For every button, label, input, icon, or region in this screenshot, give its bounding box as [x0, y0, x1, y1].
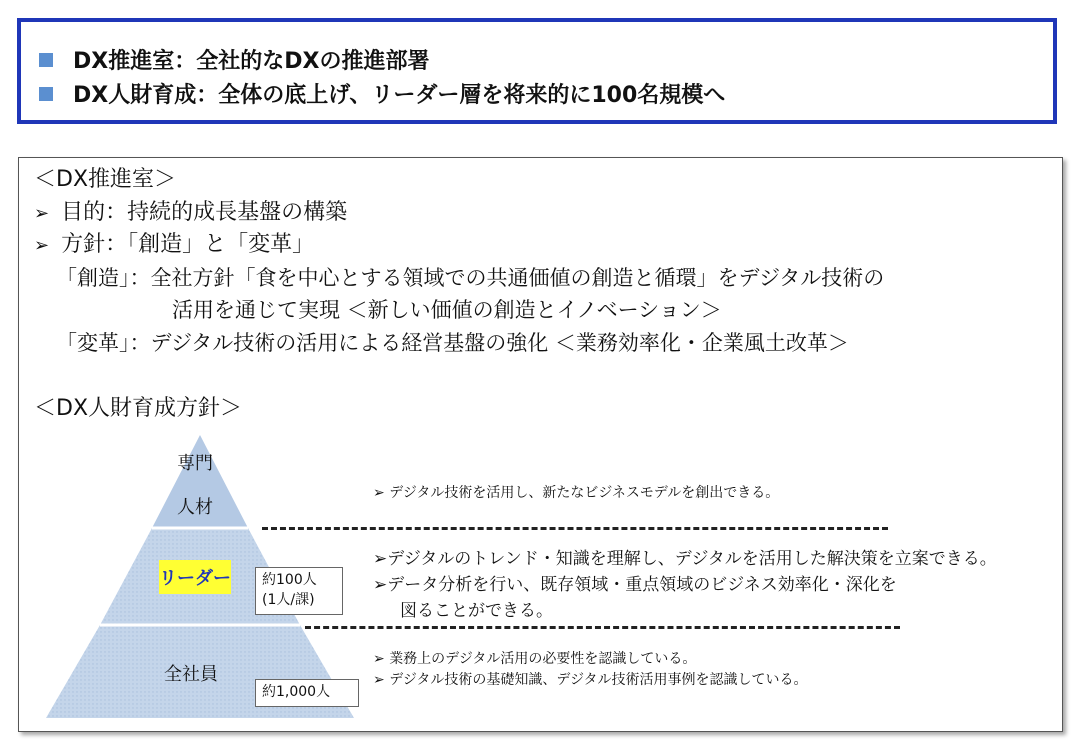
policy-line — [34, 231, 314, 260]
summary-box — [17, 18, 1057, 124]
leader-count-box — [255, 567, 343, 615]
square-bullet-icon — [39, 53, 53, 67]
arrow-bullet-icon: ➢ — [373, 549, 388, 569]
specialist-desc-text: デジタル技術を活用し、新たなビジネスモデルを創出できる。 — [389, 485, 780, 501]
tier-divider-1 — [262, 527, 888, 530]
all-employees-count-box — [255, 679, 359, 707]
all-employees-label: 全社員 — [164, 664, 218, 685]
arrow-bullet-icon: ➢ — [373, 485, 390, 501]
leader-count-line-2: (1人/課) — [262, 592, 315, 608]
arrow-bullet-icon: ➢ — [34, 203, 50, 224]
leader-desc-2 — [373, 574, 897, 596]
summary-text-1: DX推進室：全社的なDXの推進部署 — [73, 49, 430, 74]
leader-desc-2-text: データ分析を行い、既存領域・重点領域のビジネス効率化・深化を — [387, 575, 897, 595]
leader-desc-3: 図ることができる。 — [400, 601, 553, 621]
leader-desc-1-text: デジタルのトレンド・知識を理解し、デジタルを活用した解決策を立案できる。 — [387, 549, 997, 569]
arrow-bullet-icon: ➢ — [373, 672, 390, 688]
creation-line-1: 「創造」：全社方針「食を中心とする領域での共通価値の創造と循環」をデジタル技術の — [56, 266, 885, 290]
dx-office-heading: ＜DX推進室＞ — [34, 167, 177, 192]
leader-count-line-1: 約100人 — [262, 572, 317, 588]
all-desc-1-text: 業務上のデジタル活用の必要性を認識している。 — [389, 651, 697, 667]
all-employees-count: 約1,000人 — [262, 684, 331, 700]
arrow-bullet-icon: ➢ — [373, 575, 388, 595]
all-desc-1 — [373, 650, 696, 668]
pyramid-top-label-1: 専門 — [177, 453, 213, 474]
policy-text: 方針：「創造」と「変革」 — [61, 232, 315, 257]
all-desc-2 — [373, 671, 808, 689]
pyramid-top-label-2: 人材 — [177, 497, 213, 518]
specialist-desc — [373, 484, 779, 502]
tier-divider-2 — [305, 626, 900, 629]
leader-desc-1 — [373, 548, 997, 570]
arrow-bullet-icon: ➢ — [34, 235, 50, 256]
summary-line-talent — [39, 78, 725, 109]
summary-text-2: DX人財育成：全体の底上げ、リーダー層を将来的に100名規模へ — [73, 83, 726, 108]
purpose-line — [34, 199, 347, 228]
reform-line: 「変革」：デジタル技術の活用による経営基盤の強化 ＜業務効率化・企業風土改革＞ — [56, 331, 849, 355]
leader-label: リーダー — [159, 560, 231, 594]
purpose-text: 目的：持続的成長基盤の構築 — [61, 200, 348, 225]
square-bullet-icon — [39, 87, 53, 101]
summary-line-dx-office — [39, 44, 429, 75]
talent-heading: ＜DX人財育成方針＞ — [34, 396, 243, 421]
creation-line-2: 活用を通じて実現 ＜新しい価値の創造とイノベーション＞ — [172, 298, 722, 322]
arrow-bullet-icon: ➢ — [373, 651, 390, 667]
all-desc-2-text: デジタル技術の基礎知識、デジタル技術活用事例を認識している。 — [389, 672, 808, 688]
